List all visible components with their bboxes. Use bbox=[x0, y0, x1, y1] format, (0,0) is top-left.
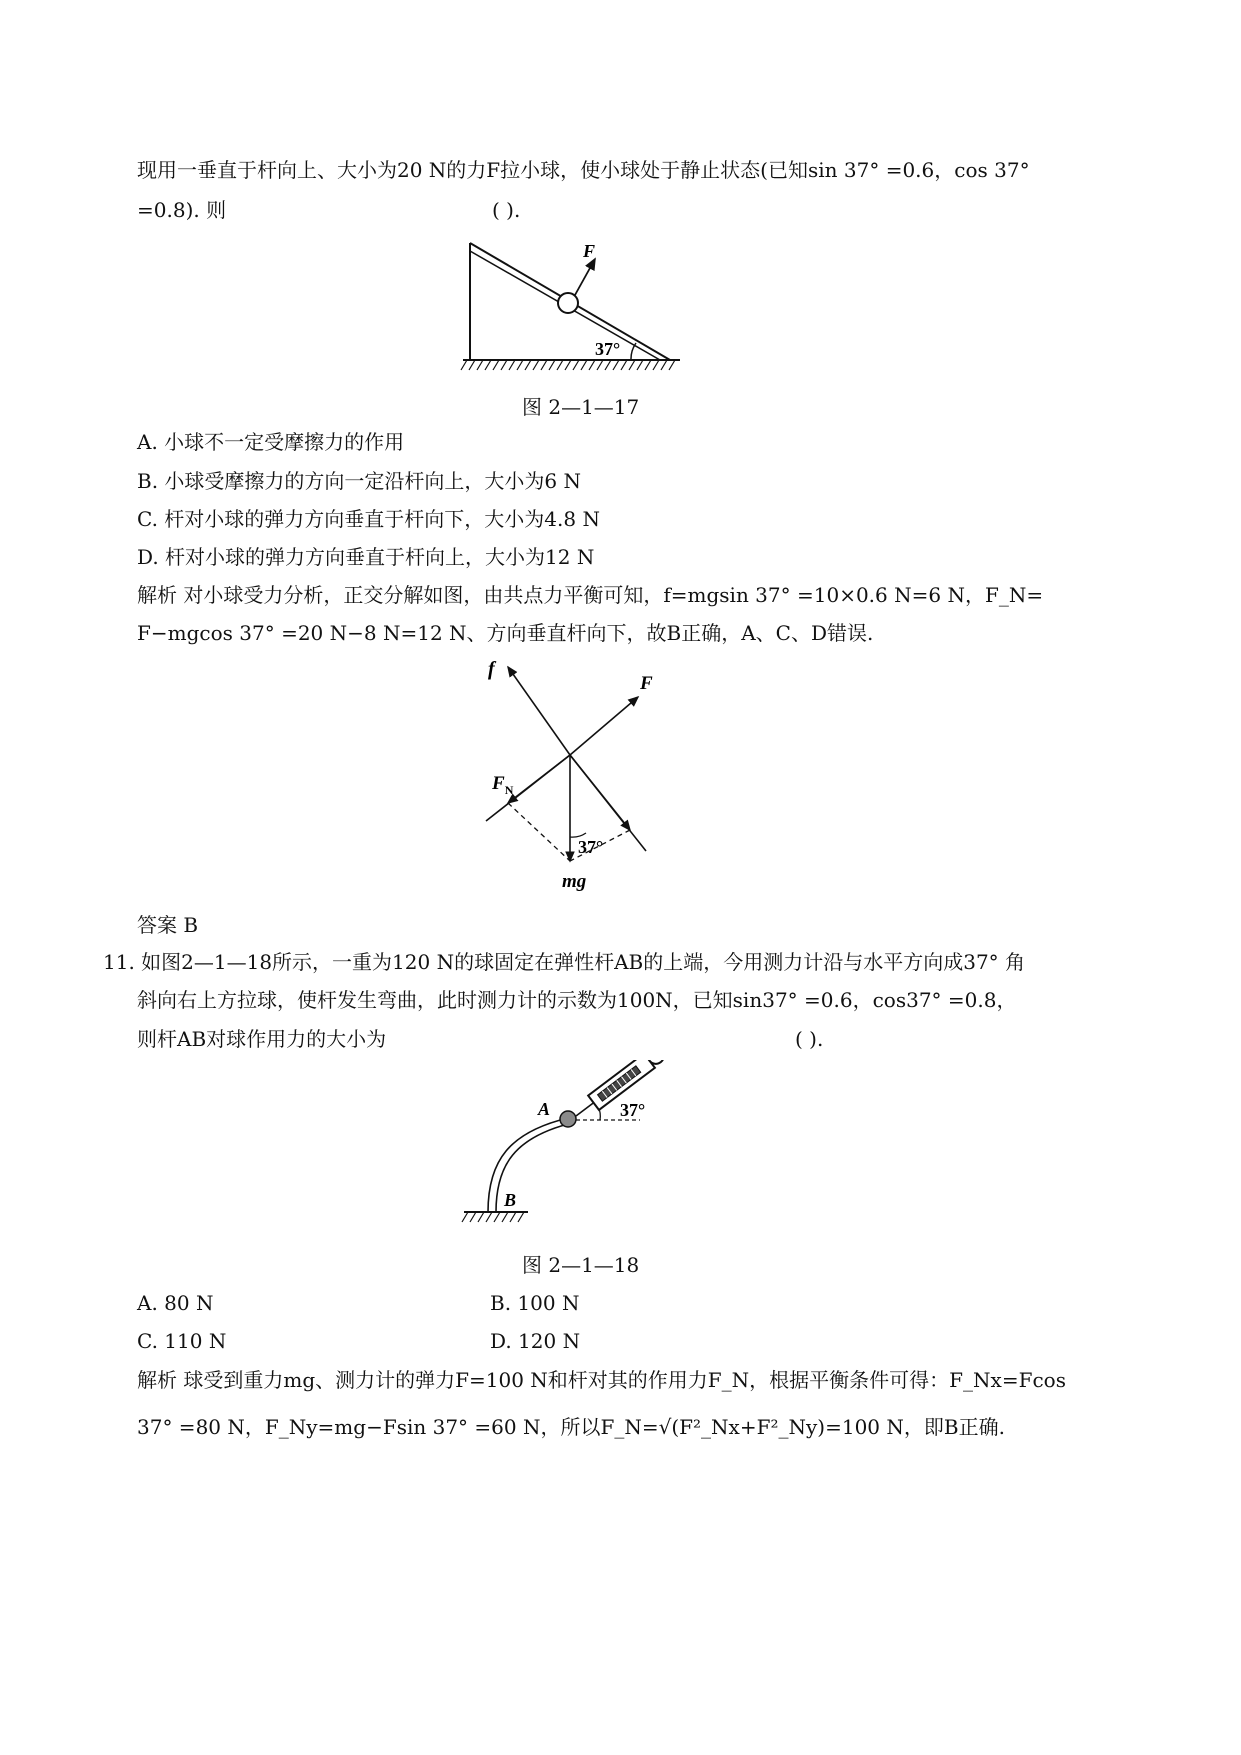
q11-stem-line3: 则杆AB对球作用力的大小为 bbox=[137, 1027, 387, 1051]
q10-analysis-line2: F−mgcos 37° =20 N−8 N=12 N、方向垂直杆向下，故B正确，A、C、D错误. bbox=[137, 621, 874, 645]
label-f: f bbox=[488, 658, 495, 680]
angle-label: 37° bbox=[595, 339, 621, 359]
q10-stem-line2: =0.8). 则 bbox=[137, 198, 227, 222]
q11-option-c: C. 110 N bbox=[137, 1329, 227, 1353]
q11-analysis-line1: 解析 球受到重力mg、测力计的弹力F=100 N和杆对其的作用力F_N，根据平衡条件可得：F_Nx=Fcos bbox=[137, 1368, 1066, 1392]
q10-analysis-line1: 解析 对小球受力分析，正交分解如图，由共点力平衡可知，f=mgsin 37° =10×0.6 N=6 N，F_N= bbox=[137, 583, 1044, 607]
force-label-F: F bbox=[583, 241, 596, 261]
q10-option-a: A. 小球不一定受摩擦力的作用 bbox=[137, 430, 405, 454]
q10-option-d: D. 杆对小球的弹力方向垂直于杆向上，大小为12 N bbox=[137, 545, 595, 569]
label-B: B bbox=[504, 1190, 517, 1210]
q10-stem-line1-text: 现用一垂直于杆向上、大小为20 N的力F拉小球，使小球处于静止状态(已知sin 37° =0.6，cos 37° bbox=[137, 158, 1030, 182]
q10-stem-line1 bbox=[137, 155, 1030, 185]
q11-answer-blank: ( ). bbox=[795, 1027, 824, 1051]
q11-stem-line1: 11. 如图2—1—18所示，一重为120 N的球固定在弹性杆AB的上端，今用测力计沿与水平方向成37° 角 bbox=[103, 950, 1026, 974]
label-F: F bbox=[640, 673, 653, 694]
ball-A bbox=[560, 1111, 576, 1127]
figure-elastic-rod bbox=[460, 1060, 700, 1240]
q10-answer: 答案 B bbox=[137, 913, 199, 937]
figure1-caption: 图 2—1—17 bbox=[522, 395, 640, 419]
label-FN: $F_N$ bbox=[492, 773, 514, 797]
q10-option-b: B. 小球受摩擦力的方向一定沿杆向上，大小为6 N bbox=[137, 469, 581, 493]
q10-option-c: C. 杆对小球的弹力方向垂直于杆向下，大小为4.8 N bbox=[137, 507, 600, 531]
q11-option-d: D. 120 N bbox=[490, 1329, 581, 1353]
q11-stem-line2: 斜向右上方拉球，使杆发生弯曲，此时测力计的示数为100N，已知sin37° =0.6，cos37° =0.8， bbox=[137, 988, 1017, 1012]
label-mg: mg bbox=[562, 871, 587, 892]
q10-answer-blank: ( ). bbox=[492, 198, 521, 222]
q11-option-a: A. 80 N bbox=[137, 1291, 214, 1315]
figure2-caption: 图 2—1—18 bbox=[522, 1253, 640, 1277]
figure-force-decomposition bbox=[478, 655, 708, 895]
label-angle: 37° bbox=[578, 837, 604, 857]
ball bbox=[558, 293, 578, 313]
label-A: A bbox=[538, 1099, 551, 1119]
q11-option-b: B. 100 N bbox=[490, 1291, 580, 1315]
figure-incline-rod bbox=[455, 235, 695, 385]
q11-analysis-line2: 37° =80 N，F_Ny=mg−Fsin 37° =60 N，所以F_N=√(F²_Nx+F²_Ny)=100 N，即B正确. bbox=[137, 1415, 1005, 1439]
label-angle-37: 37° bbox=[620, 1100, 646, 1120]
